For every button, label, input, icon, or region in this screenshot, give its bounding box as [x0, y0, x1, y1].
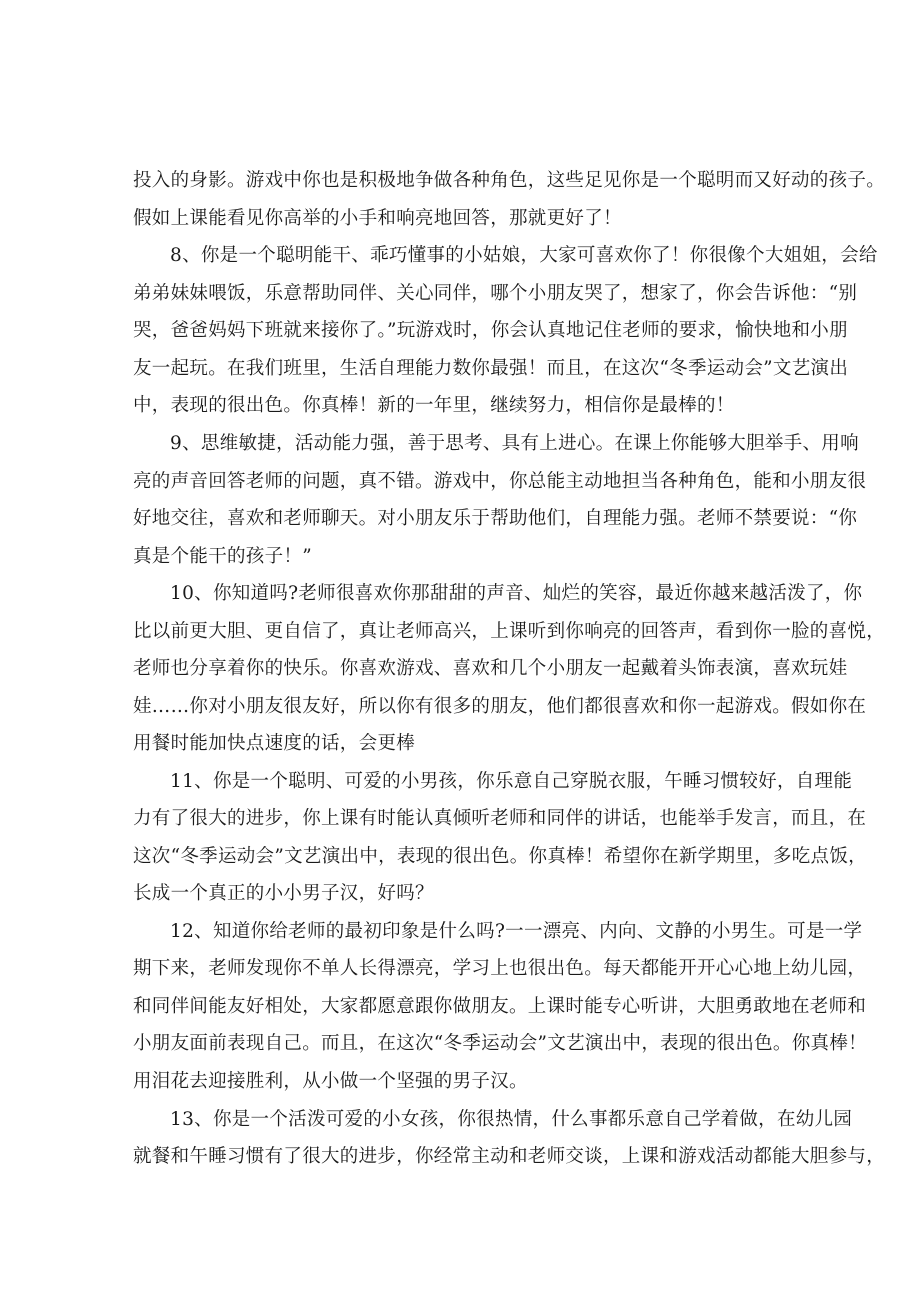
- text-line: 这次“冬季运动会”文艺演出中，表现的很出色。你真棒！希望你在新学期里，多吃点饭，: [133, 846, 867, 867]
- text-line: 真是个能干的孩子！”: [133, 546, 312, 567]
- text-line: 哭，爸爸妈妈下班就来接你了。”玩游戏时，你会认真地记住老师的要求，愉快地和小朋: [133, 320, 848, 341]
- text-line: 投入的身影。游戏中你也是积极地争做各种角色，这些足见你是一个聪明而又好动的孩子。: [133, 170, 886, 191]
- text-line: 老师也分享着你的快乐。你喜欢游戏、喜欢和几个小朋友一起戴着头饰表演，喜欢玩娃: [133, 658, 848, 679]
- text-line: 和同伴间能友好相处，大家都愿意跟你做朋友。上课时能专心听讲，大胆勇敢地在老师和: [133, 996, 867, 1017]
- text-line: 小朋友面前表现自己。而且，在这次“冬季运动会”文艺演出中，表现的很出色。你真棒！: [133, 1033, 867, 1054]
- text-line: 娃……你对小朋友很友好，所以你有很多的朋友，他们都很喜欢和你一起游戏。假如你在: [133, 696, 867, 717]
- text-line: 长成一个真正的小小男子汉，好吗？: [133, 883, 434, 904]
- text-line: 用餐时能加快点速度的话，会更棒: [133, 733, 416, 754]
- text-line: 就餐和午睡习惯有了很大的进步，你经常主动和老师交谈，上课和游戏活动都能大胆参与，: [133, 1146, 886, 1167]
- paragraph-10-start: 10、你知道吗?老师很喜欢你那甜甜的声音、灿烂的笑容，最近你越来越活泼了，你: [170, 583, 863, 604]
- paragraph-11-start: 11、你是一个聪明、可爱的小男孩，你乐意自己穿脱衣服，午睡习惯较好，自理能: [170, 771, 853, 792]
- text-line: 期下来，老师发现你不单人长得漂亮，学习上也很出色。每天都能开开心心地上幼儿园，: [133, 958, 867, 979]
- paragraph-13-start: 13、你是一个活泼可爱的小女孩，你很热情，什么事都乐意自己学着做，在幼儿园: [170, 1109, 853, 1130]
- paragraph-12-start: 12、知道你给老师的最初印象是什么吗?一一漂亮、内向、文静的小男生。可是一学: [170, 921, 863, 942]
- text-line: 友一起玩。在我们班里，生活自理能力数你最强！而且，在这次“冬季运动会”文艺演出: [133, 358, 849, 379]
- text-line: 力有了很大的进步，你上课有时能认真倾听老师和同伴的讲话，也能举手发言，而且，在: [133, 808, 867, 829]
- text-line: 用泪花去迎接胜利，从小做一个坚强的男子汉。: [133, 1071, 528, 1092]
- text-line: 中，表现的很出色。你真棒！新的一年里，继续努力，相信你是最棒的！: [133, 395, 735, 416]
- text-line: 弟弟妹妹喂饭，乐意帮助同伴、关心同伴，哪个小朋友哭了，想家了，你会告诉他：“别: [133, 283, 858, 304]
- text-line: 亮的声音回答老师的问题，真不错。游戏中，你总能主动地担当各种角色，能和小朋友很: [133, 471, 867, 492]
- paragraph-8-start: 8、你是一个聪明能干、乖巧懂事的小姑娘，大家可喜欢你了！你很像个大姐姐，会给: [170, 245, 878, 266]
- text-line: 比以前更大胆、更自信了，真让老师高兴，上课听到你响亮的回答声，看到你一脸的喜悦，: [133, 621, 886, 642]
- text-line: 假如上课能看见你高举的小手和响亮地回答，那就更好了！: [133, 208, 622, 229]
- text-line: 好地交往，喜欢和老师聊天。对小朋友乐于帮助他们，自理能力强。老师不禁要说：“你: [133, 508, 858, 529]
- paragraph-9-start: 9、思维敏捷，活动能力强，善于思考、具有上进心。在课上你能够大胆举手、用响: [170, 433, 859, 454]
